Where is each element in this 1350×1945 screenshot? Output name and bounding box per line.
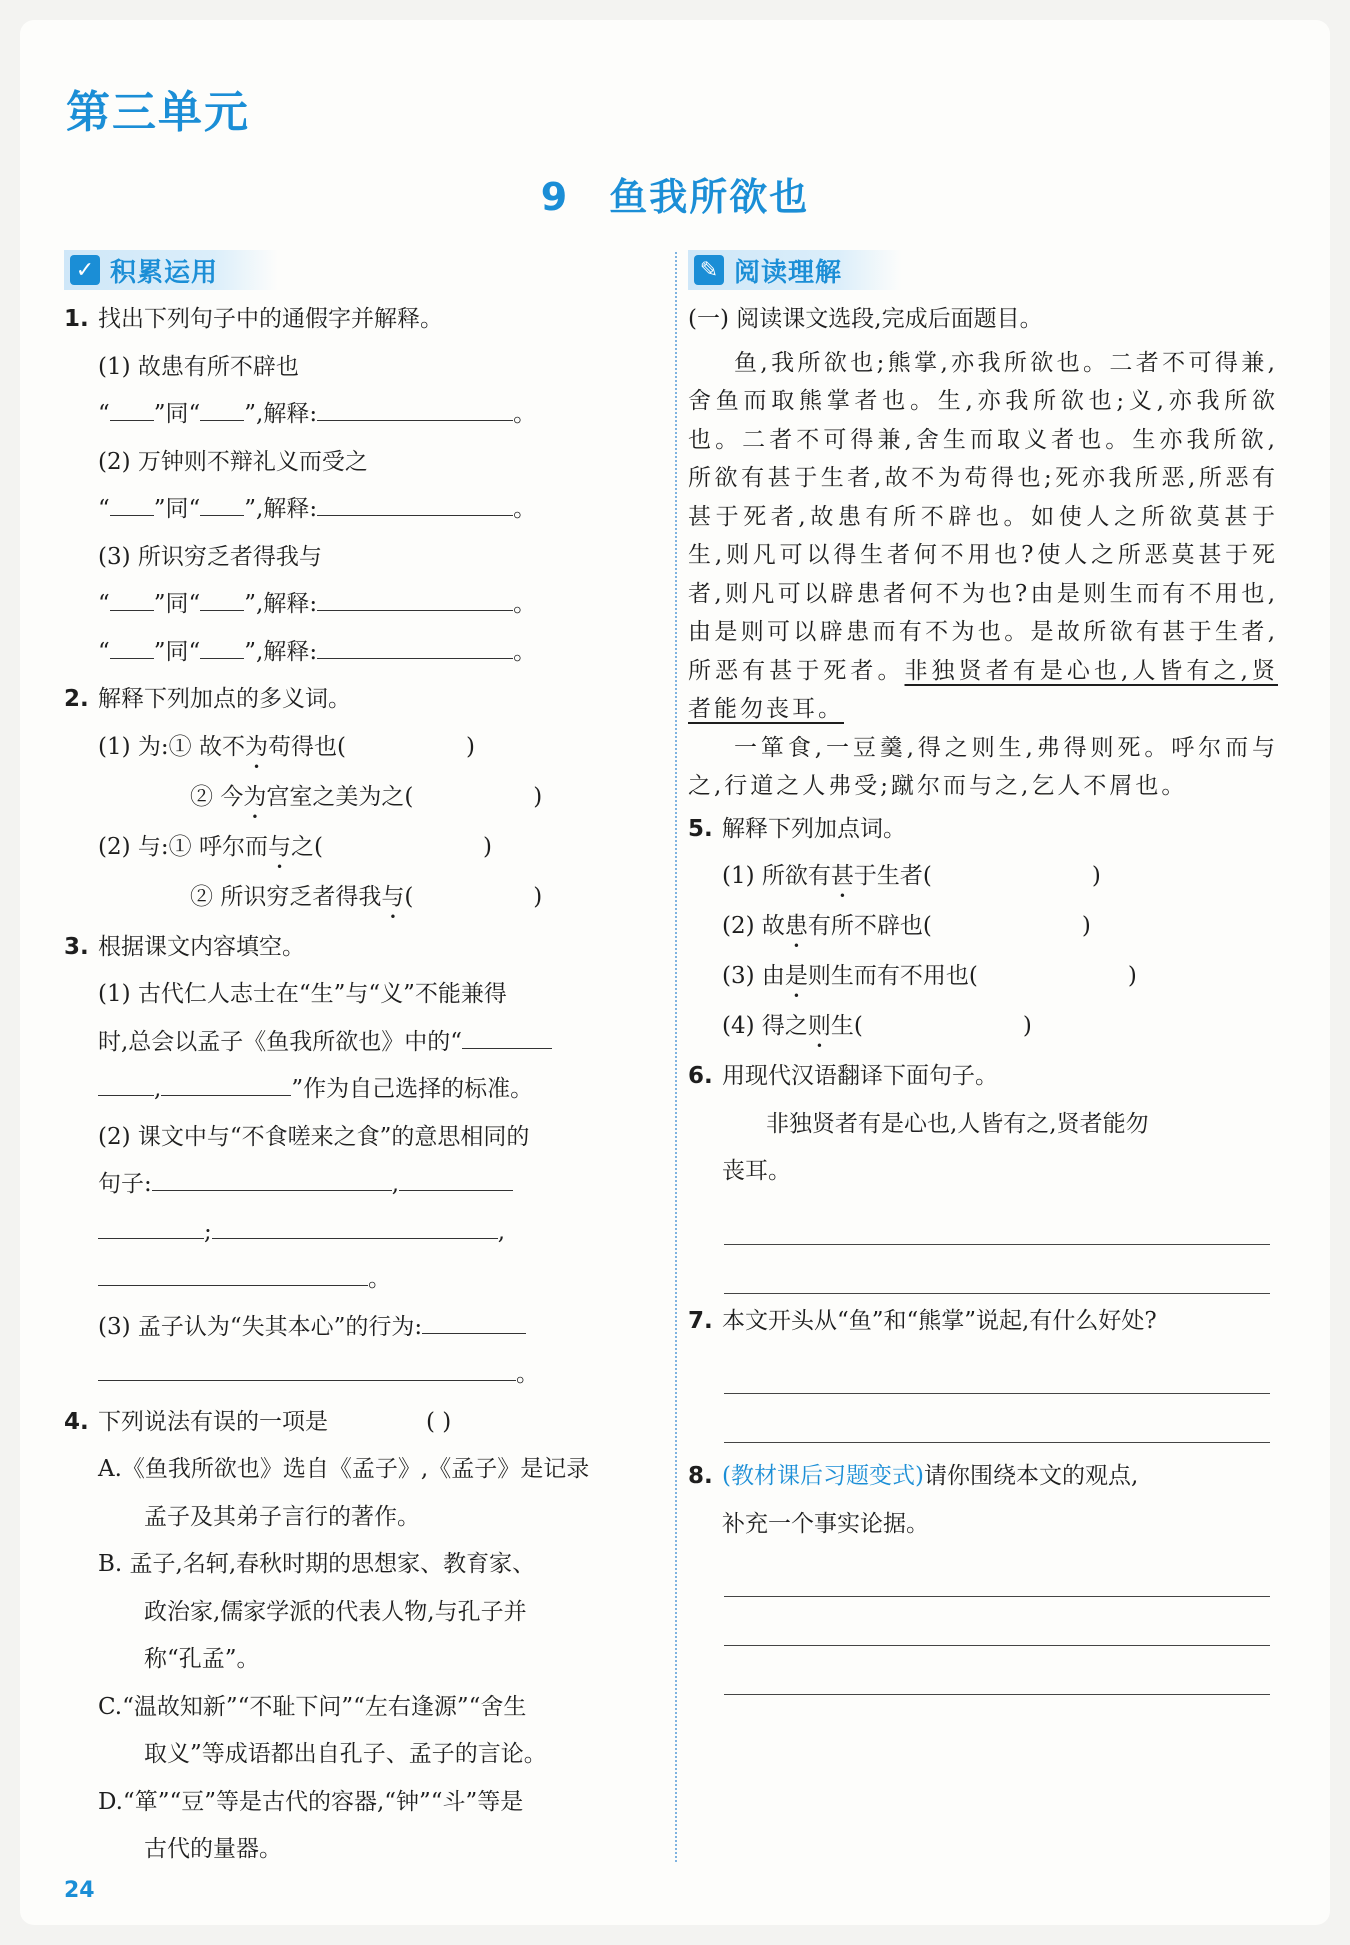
q1-blank-row: “ ”同“ ”,解释: 。 bbox=[64, 486, 664, 534]
question-2: 2. 解释下列加点的多义词。 bbox=[64, 686, 351, 712]
answer-line[interactable] bbox=[724, 1196, 1270, 1245]
question-7: 7. 本文开头从“鱼”和“熊掌”说起,有什么好处? bbox=[688, 1307, 1157, 1334]
source-note: (教材课后习题变式) bbox=[722, 1463, 924, 1489]
answer-paren[interactable]: ( ) bbox=[426, 1408, 452, 1435]
q1-blank-row: “ ”同“ ”,解释: 。 bbox=[64, 581, 664, 629]
q2-item: ② 今为宫室之美为之( ) bbox=[190, 783, 543, 810]
unit-title: 第三单元 bbox=[66, 87, 250, 138]
question-4: 4. 下列说法有误的一项是 ( ) bbox=[64, 1408, 452, 1435]
answer-blank[interactable] bbox=[200, 394, 244, 421]
q3-part-1-line2: 时,总会以孟子《鱼我所欲也》中的“ bbox=[64, 1019, 664, 1067]
q1-sentence-3: (3) 所识穷乏者得我与 bbox=[98, 543, 322, 570]
q5-item: (2) 故患有所不辟也( ) bbox=[722, 913, 1091, 939]
answer-blank[interactable] bbox=[98, 1354, 516, 1381]
answer-blank[interactable] bbox=[110, 632, 154, 659]
answer-blank[interactable] bbox=[317, 584, 513, 611]
q3-part-3-line2: 。 bbox=[64, 1351, 664, 1399]
answer-blank[interactable] bbox=[110, 394, 154, 421]
answer-blank[interactable] bbox=[422, 1307, 526, 1334]
underlined-sentence: 非独贤者有是心也,人皆有之,贤者能勿丧耳。 bbox=[688, 657, 1278, 722]
option-b-cont: 称“孔孟”。 bbox=[144, 1646, 260, 1672]
section-title: 积累运用 bbox=[110, 257, 219, 288]
q5-item: (3) 由是则生而有不用也( ) bbox=[722, 963, 1137, 989]
answer-blank[interactable] bbox=[200, 632, 244, 659]
section-title: 阅读理解 bbox=[734, 257, 843, 288]
answer-blank[interactable] bbox=[200, 489, 244, 516]
option-c[interactable]: C.“温故知新”“不耻下问”“左右逢源”“舍生 bbox=[98, 1693, 527, 1720]
answer-line[interactable] bbox=[724, 1345, 1270, 1394]
answer-blank[interactable] bbox=[212, 1212, 498, 1239]
reading-passage bbox=[688, 344, 1278, 806]
answer-blank[interactable] bbox=[110, 584, 154, 611]
pencil-note-icon: ✎ bbox=[694, 255, 724, 285]
answer-blank[interactable] bbox=[98, 1259, 368, 1286]
option-b[interactable]: B. 孟子,名轲,春秋时期的思想家、教育家、 bbox=[98, 1551, 536, 1577]
q5-item: (4) 得之则生( ) bbox=[722, 1013, 1032, 1039]
answer-blank[interactable] bbox=[399, 1164, 513, 1191]
passage-paragraph-1: 鱼,我所欲也;熊掌,亦我所欲也。二者不可得兼,舍鱼而取熊掌者也。生,亦我所欲也;义,亦我所欲也。二者不可得兼,舍生而取义者也。生亦我所欲,所欲有甚于生者,故不为苟得也;死亦我所恶,所恶有甚于死者,故患有所不辟也。如使人之所欲莫甚于生,则凡可以得生者何不用也?使人之所恶莫甚于死者,则凡可以辟患者何不为也?由是则生而有不用也,由是则可以辟患而有不为也。是故所欲有甚于生者,所恶有甚于死者。非独贤者有是心也,人皆有之,贤者能勿丧耳。 bbox=[688, 349, 1278, 722]
lesson-number: 9 bbox=[540, 175, 570, 219]
question-6: 6. 用现代汉语翻译下面句子。 bbox=[688, 1063, 998, 1089]
option-c-cont: 取义”等成语都出自孔子、孟子的言论。 bbox=[144, 1741, 547, 1767]
page-number: 24 bbox=[64, 1878, 95, 1903]
q5-item: (1) 所欲有甚于生者( ) bbox=[722, 863, 1101, 889]
section-header-reading bbox=[688, 250, 902, 290]
q3-part-2-line4: 。 bbox=[64, 1256, 664, 1304]
option-d-cont: 古代的量器。 bbox=[144, 1836, 282, 1862]
option-b-cont: 政治家,儒家学派的代表人物,与孔子并 bbox=[144, 1598, 527, 1625]
q3-part-3: (3) 孟子认为“失其本心”的行为: bbox=[64, 1304, 664, 1352]
question-8: 8. (教材课后习题变式)请你围绕本文的观点, bbox=[688, 1463, 1139, 1489]
answer-blank[interactable] bbox=[317, 394, 513, 421]
q6-sentence: 非独贤者有是心也,人皆有之,贤者能勿 bbox=[766, 1110, 1149, 1137]
answer-line[interactable] bbox=[724, 1245, 1270, 1294]
q1-sentence-2: (2) 万钟则不辩礼义而受之 bbox=[98, 448, 368, 475]
question-3: 3. 根据课文内容填空。 bbox=[64, 933, 305, 960]
answer-blank[interactable] bbox=[98, 1212, 204, 1239]
answer-blank[interactable] bbox=[200, 584, 244, 611]
q8-prompt-cont: 补充一个事实论据。 bbox=[722, 1510, 929, 1537]
answer-line[interactable] bbox=[724, 1597, 1270, 1646]
right-column bbox=[688, 250, 1278, 1695]
q1-blank-row: “ ”同“ ”,解释: 。 bbox=[64, 391, 664, 439]
q2-item: (1) 为:① 故不为苟得也( ) bbox=[98, 733, 475, 760]
q6-sentence-cont: 丧耳。 bbox=[722, 1158, 791, 1184]
q3-part-2-line3: ; , bbox=[64, 1209, 664, 1257]
answer-blank[interactable] bbox=[317, 632, 513, 659]
checkbox-icon: ✓ bbox=[70, 255, 100, 285]
q1-sentence-1: (1) 故患有所不辟也 bbox=[98, 353, 299, 380]
lesson-name: 鱼我所欲也 bbox=[609, 175, 810, 219]
answer-line[interactable] bbox=[724, 1646, 1270, 1695]
q3-part-1: (1) 古代仁人志士在“生”与“义”不能兼得 bbox=[98, 981, 507, 1007]
column-divider bbox=[675, 252, 677, 1862]
question-5: 5. 解释下列加点词。 bbox=[688, 815, 906, 842]
reading-intro: (一) 阅读课文选段,完成后面题目。 bbox=[688, 306, 1043, 332]
option-a[interactable]: A.《鱼我所欲也》选自《孟子》,《孟子》是记录 bbox=[98, 1456, 590, 1482]
q1-blank-row: “ ”同“ ”,解释: 。 bbox=[64, 629, 664, 677]
option-d[interactable]: D.“箪”“豆”等是古代的容器,“钟”“斗”等是 bbox=[98, 1788, 524, 1815]
answer-blank[interactable] bbox=[462, 1022, 552, 1049]
q3-part-2-line2: 句子: , bbox=[64, 1161, 664, 1209]
left-column bbox=[64, 250, 664, 1874]
answer-blank[interactable] bbox=[98, 1069, 154, 1096]
answer-blank[interactable] bbox=[161, 1069, 291, 1096]
q2-item: (2) 与:① 呼尔而与之( ) bbox=[98, 833, 492, 860]
option-a-cont: 孟子及其弟子言行的著作。 bbox=[144, 1503, 420, 1530]
worksheet-page bbox=[20, 20, 1330, 1925]
answer-line[interactable] bbox=[724, 1548, 1270, 1597]
passage-paragraph-2: 一箪食,一豆羹,得之则生,弗得则死。呼尔而与之,行道之人弗受;蹴尔而与之,乞人不屑也。 bbox=[688, 734, 1278, 799]
q3-part-2: (2) 课文中与“不食嗟来之食”的意思相同的 bbox=[98, 1123, 530, 1150]
section-header-accumulate bbox=[64, 250, 278, 290]
answer-blank[interactable] bbox=[110, 489, 154, 516]
q3-part-1-line3: , ”作为自己选择的标准。 bbox=[64, 1066, 664, 1114]
lesson-title bbox=[20, 166, 1330, 221]
q2-item: ② 所识穷乏者得我与( ) bbox=[190, 883, 543, 910]
question-1: 1. 找出下列句子中的通假字并解释。 bbox=[64, 306, 443, 332]
answer-blank[interactable] bbox=[152, 1164, 392, 1191]
answer-line[interactable] bbox=[724, 1394, 1270, 1443]
answer-blank[interactable] bbox=[317, 489, 513, 516]
